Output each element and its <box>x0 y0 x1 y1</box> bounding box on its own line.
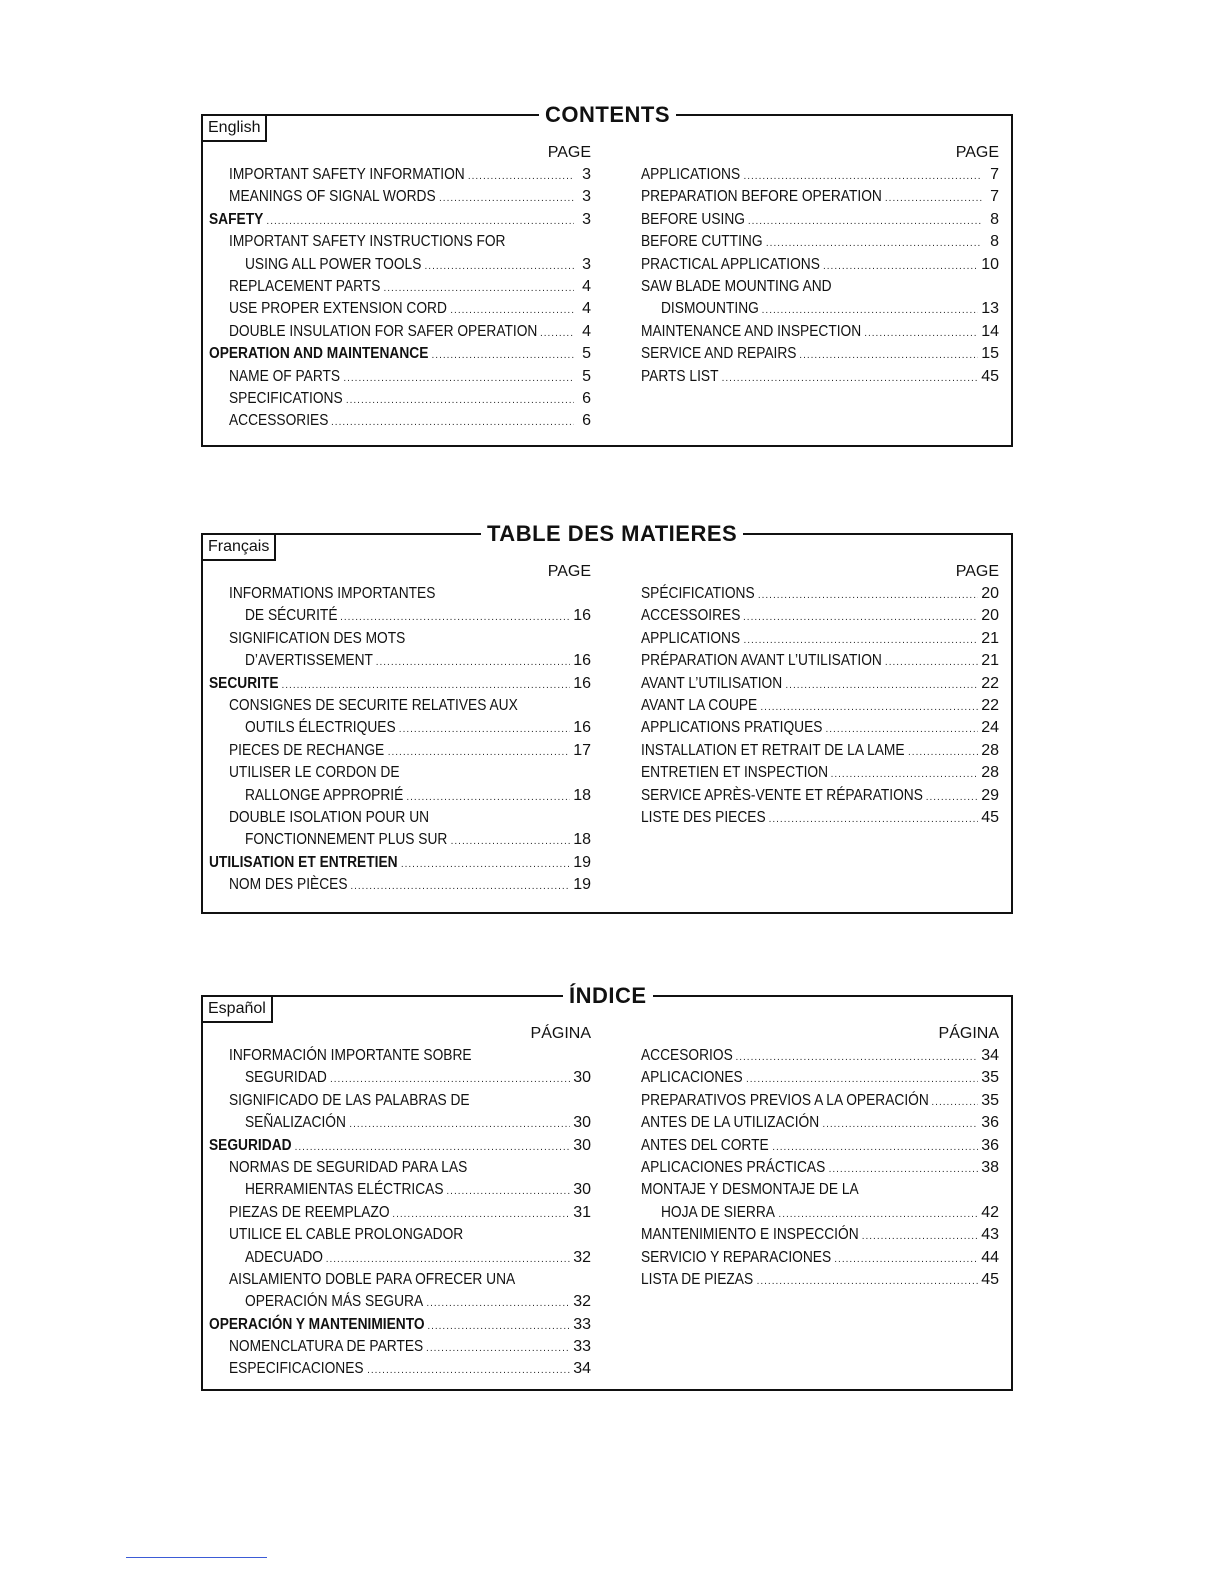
toc-entry <box>641 785 999 807</box>
toc-entry <box>209 1247 591 1269</box>
toc-entry <box>209 1067 591 1089</box>
toc-entry-page: 29 <box>981 786 999 804</box>
toc-column-left <box>209 142 591 433</box>
toc-entry-page: 35 <box>981 1069 999 1087</box>
toc-entry-page: 13 <box>981 300 999 318</box>
dot-leader <box>376 652 570 674</box>
toc-entry-page: 20 <box>981 607 999 625</box>
toc-entry <box>209 1135 591 1157</box>
toc-entry-page: 19 <box>573 876 591 894</box>
toc-entry-page: 32 <box>573 1293 591 1311</box>
toc-entry-page: 22 <box>981 696 999 714</box>
toc-entry-page: 10 <box>981 255 999 273</box>
dot-leader <box>864 323 978 345</box>
dot-leader <box>426 1338 570 1360</box>
toc-entry-label: APPLICATIONS <box>641 629 741 647</box>
toc-entry <box>641 1112 999 1134</box>
toc-entry <box>209 1157 591 1179</box>
toc-entry-page: 7 <box>990 188 999 206</box>
section-title: TABLE DES MATIERES <box>481 519 743 549</box>
toc-entry-label: PIEZAS DE REEMPLAZO <box>229 1203 390 1221</box>
toc-entry-page: 21 <box>981 629 999 647</box>
language-label: Français <box>201 533 276 561</box>
toc-entry-page: 38 <box>981 1158 999 1176</box>
toc-entry-label: SEGURIDAD <box>245 1069 327 1087</box>
toc-entry-label: NORMAS DE SEGURIDAD PARA LAS <box>229 1158 468 1176</box>
toc-entry-label: OPERACIÓN MÁS SEGURA <box>245 1293 424 1311</box>
dot-leader <box>743 630 978 652</box>
toc-entry-page: 24 <box>981 719 999 737</box>
toc-entry <box>641 1045 999 1067</box>
toc-entry-page: 4 <box>582 322 591 340</box>
toc-entry <box>641 740 999 762</box>
dot-leader <box>834 1249 978 1271</box>
toc-entry-page: 4 <box>582 300 591 318</box>
toc-entry <box>209 164 591 186</box>
toc-entry <box>209 717 591 739</box>
toc-entry-label: D’AVERTISSEMENT <box>245 652 373 670</box>
toc-entry <box>209 1090 591 1112</box>
dot-leader <box>388 742 571 764</box>
toc-entry-page: 16 <box>573 607 591 625</box>
toc-entry <box>641 717 999 739</box>
dot-leader <box>468 166 574 188</box>
toc-entry-label: APPLICATIONS <box>641 166 741 183</box>
dot-leader <box>392 1204 570 1226</box>
toc-entry-page: 33 <box>573 1315 591 1333</box>
dot-leader <box>427 1316 570 1338</box>
toc-entry <box>209 1336 591 1358</box>
toc-entry-page: 30 <box>573 1114 591 1132</box>
toc-entry-label: FONCTIONNEMENT PLUS SUR <box>245 831 448 849</box>
toc-entry <box>209 276 591 298</box>
toc-entry <box>641 1090 999 1112</box>
dot-leader <box>401 854 570 876</box>
toc-entry <box>209 785 591 807</box>
toc-entry-page: 32 <box>573 1248 591 1266</box>
toc-entry-label: SAW BLADE MOUNTING AND <box>641 277 832 295</box>
toc-entry <box>641 366 999 388</box>
toc-entry-label: AVANT LA COUPE <box>641 696 758 714</box>
toc-entry-page: 36 <box>981 1136 999 1154</box>
toc-entry <box>209 1045 591 1067</box>
toc-entry <box>641 605 999 627</box>
dot-leader <box>735 1047 978 1069</box>
toc-entry-page: 4 <box>582 277 591 295</box>
dot-leader <box>769 809 979 831</box>
toc-entry-label: MONTAJE Y DESMONTAJE DE LA <box>641 1181 859 1199</box>
toc-entry-label: SERVICIO Y REPARACIONES <box>641 1248 832 1266</box>
toc-entry-label: MANTENIMIENTO E INSPECCIÓN <box>641 1226 859 1244</box>
toc-entry <box>209 673 591 695</box>
dot-leader <box>772 1137 978 1159</box>
toc-entry-label: RALLONGE APPROPRIÉ <box>245 786 404 804</box>
toc-entry-page: 28 <box>981 741 999 759</box>
toc-entry-label: INSTALLATION ET RETRAIT DE LA LAME <box>641 741 905 759</box>
toc-entry-page: 34 <box>573 1360 591 1378</box>
toc-entry <box>209 254 591 276</box>
toc-entry <box>209 186 591 208</box>
dot-leader <box>758 585 978 607</box>
toc-entry-label: PIECES DE RECHANGE <box>229 741 385 759</box>
toc-entry-label: PARTS LIST <box>641 367 719 385</box>
toc-entry-label: REPLACEMENT PARTS <box>229 277 381 295</box>
toc-entry <box>641 254 999 276</box>
toc-entry-label: SEGURIDAD <box>209 1136 292 1154</box>
toc-entry <box>209 874 591 896</box>
toc-entry-page: 19 <box>573 853 591 871</box>
toc-entry-label: INFORMACIÓN IMPORTANTE SOBRE <box>229 1047 472 1064</box>
toc-entry-page: 22 <box>981 674 999 692</box>
dot-leader <box>766 233 982 255</box>
toc-entry <box>209 829 591 851</box>
toc-entry-page: 14 <box>981 322 999 340</box>
toc-entry-page: 36 <box>981 1114 999 1132</box>
toc-entry <box>209 410 591 432</box>
toc-entry-label: SPÉCIFICATIONS <box>641 585 755 602</box>
toc-entry-page: 18 <box>573 786 591 804</box>
dot-leader <box>450 300 574 322</box>
toc-entry-label: DOUBLE INSULATION FOR SAFER OPERATION <box>229 322 538 340</box>
toc-entry-label: SEÑALIZACIÓN <box>245 1114 346 1132</box>
toc-entry-page: 31 <box>573 1203 591 1221</box>
toc-entry <box>209 1202 591 1224</box>
toc-entry-label: LISTA DE PIEZAS <box>641 1270 754 1288</box>
toc-entry <box>641 1224 999 1246</box>
toc-entry-page: 6 <box>582 389 591 407</box>
dot-leader <box>748 211 982 233</box>
toc-entry-label: SIGNIFICATION DES MOTS <box>229 629 406 647</box>
toc-column-right <box>641 142 999 388</box>
toc-entry-page: 34 <box>981 1047 999 1064</box>
toc-entry-page: 16 <box>573 652 591 670</box>
toc-entry <box>641 1269 999 1291</box>
toc-entry-label: UTILISER LE CORDON DE <box>229 764 400 782</box>
toc-entry-label: PRACTICAL APPLICATIONS <box>641 255 820 273</box>
toc-entry-label: NOMENCLATURA DE PARTES <box>229 1338 424 1356</box>
dot-leader <box>826 719 979 741</box>
toc-entry-label: INFORMATIONS IMPORTANTES <box>229 585 436 602</box>
toc-entry <box>209 209 591 231</box>
toc-entry-label: BEFORE CUTTING <box>641 233 763 251</box>
toc-entry-page: 28 <box>981 764 999 782</box>
toc-entry-label: NOM DES PIÈCES <box>229 876 348 894</box>
dot-leader <box>778 1204 978 1226</box>
toc-entry-label: APPLICATIONS PRATIQUES <box>641 719 823 737</box>
page-column-header: PÁGINA <box>938 1025 999 1042</box>
toc-entry-label: HERRAMIENTAS ELÉCTRICAS <box>245 1181 444 1199</box>
dot-leader <box>350 876 570 898</box>
toc-column-left <box>209 1023 591 1381</box>
toc-entry <box>209 388 591 410</box>
toc-entry-page: 15 <box>981 345 999 363</box>
toc-entry <box>209 695 591 717</box>
dot-leader <box>446 1181 570 1203</box>
dot-leader <box>426 1293 570 1315</box>
toc-entry <box>641 673 999 695</box>
toc-entry <box>641 343 999 365</box>
toc-entry-page: 21 <box>981 652 999 670</box>
toc-entry-page: 8 <box>990 233 999 251</box>
dot-leader <box>823 256 978 278</box>
toc-entry-page: 7 <box>990 166 999 183</box>
toc-entry-label: MEANINGS OF SIGNAL WORDS <box>229 188 436 206</box>
dot-leader <box>822 1114 978 1136</box>
toc-entry-page: 30 <box>573 1136 591 1154</box>
page-column-header: PAGE <box>547 144 591 161</box>
toc-entry <box>209 321 591 343</box>
toc-entry <box>641 231 999 253</box>
dot-leader <box>829 1159 979 1181</box>
toc-column-right <box>641 1023 999 1291</box>
dot-leader <box>330 1069 570 1091</box>
toc-entry-page: 16 <box>573 674 591 692</box>
dot-leader <box>743 607 978 629</box>
toc-entry-label: ANTES DE LA UTILIZACIÓN <box>641 1114 820 1132</box>
toc-entry <box>641 628 999 650</box>
toc-entry <box>209 605 591 627</box>
toc-entry-label: DISMOUNTING <box>661 300 759 318</box>
toc-entry-page: 20 <box>981 585 999 602</box>
toc-entry <box>641 276 999 298</box>
toc-entry-label: UTILISATION ET ENTRETIEN <box>209 853 398 871</box>
toc-entry-label: AISLAMIENTO DOBLE PARA OFRECER UNA <box>229 1270 516 1288</box>
toc-entry-label: AVANT L’UTILISATION <box>641 674 783 692</box>
toc-entry-page: 45 <box>981 367 999 385</box>
toc-entry <box>641 1179 999 1201</box>
toc-entry-label: HOJA DE SIERRA <box>661 1203 775 1221</box>
toc-entry-page: 5 <box>582 367 591 385</box>
toc-entry <box>209 583 591 605</box>
dot-leader <box>331 412 574 434</box>
dot-leader <box>425 256 574 278</box>
dot-leader <box>282 675 571 697</box>
toc-entry <box>641 164 999 186</box>
toc-entry-label: ACCESSORIES <box>229 412 329 430</box>
dot-leader <box>367 1360 570 1382</box>
toc-entry <box>641 650 999 672</box>
toc-entry-label: ANTES DEL CORTE <box>641 1136 769 1154</box>
toc-entry-page: 30 <box>573 1069 591 1087</box>
toc-box-french <box>201 521 1013 914</box>
dot-leader <box>831 764 979 786</box>
toc-entry <box>641 298 999 320</box>
toc-entry <box>209 1112 591 1134</box>
toc-box-english <box>201 102 1013 447</box>
toc-entry-label: SPECIFICATIONS <box>229 389 343 407</box>
toc-entry <box>641 321 999 343</box>
page-column-header: PAGE <box>955 563 999 580</box>
toc-entry-page: 18 <box>573 831 591 849</box>
toc-entry-label: CONSIGNES DE SECURITE RELATIVES AUX <box>229 696 518 714</box>
dot-leader <box>432 345 574 367</box>
dot-leader <box>326 1249 571 1271</box>
toc-entry-page: 17 <box>573 741 591 759</box>
toc-entry-label: USING ALL POWER TOOLS <box>245 255 422 273</box>
toc-entry-label: IMPORTANT SAFETY INFORMATION <box>229 166 465 183</box>
toc-entry-label: OPERATION AND MAINTENANCE <box>209 345 429 363</box>
toc-entry-label: APLICACIONES <box>641 1069 743 1087</box>
section-title: CONTENTS <box>539 100 676 130</box>
toc-entry-page: 3 <box>582 188 591 206</box>
dot-leader <box>439 188 574 210</box>
toc-entry <box>209 650 591 672</box>
toc-entry <box>209 852 591 874</box>
toc-entry <box>641 807 999 829</box>
toc-entry <box>209 1269 591 1291</box>
toc-entry-label: OPERACIÓN Y MANTENIMIENTO <box>209 1315 425 1333</box>
toc-entry-label: ENTRETIEN ET INSPECTION <box>641 764 829 782</box>
dot-leader <box>266 211 574 233</box>
toc-entry-page: 8 <box>990 210 999 228</box>
toc-entry-page: 3 <box>582 255 591 273</box>
toc-entry-label: ACCESORIOS <box>641 1047 733 1064</box>
toc-entry <box>209 231 591 253</box>
toc-entry <box>209 1291 591 1313</box>
toc-entry-label: BEFORE USING <box>641 210 745 228</box>
toc-entry <box>209 628 591 650</box>
toc-entry <box>209 762 591 784</box>
toc-box-spanish <box>201 983 1013 1391</box>
dot-leader <box>757 1271 979 1293</box>
toc-entry <box>641 1202 999 1224</box>
toc-entry-page: 45 <box>981 1270 999 1288</box>
toc-entry-label: DOUBLE ISOLATION POUR UN <box>229 808 430 826</box>
toc-entry-page: 45 <box>981 808 999 826</box>
toc-column-right <box>641 561 999 829</box>
toc-entry-page: 30 <box>573 1181 591 1199</box>
toc-entry-label: PREPARATIVOS PREVIOS A LA OPERACIÓN <box>641 1091 929 1109</box>
toc-entry-label: OUTILS ÉLECTRIQUES <box>245 719 396 737</box>
toc-entry-label: SERVICE AND REPAIRS <box>641 345 797 363</box>
toc-entry-label: USE PROPER EXTENSION CORD <box>229 300 447 318</box>
toc-entry <box>641 1135 999 1157</box>
toc-entry-page: 6 <box>582 412 591 430</box>
dot-leader <box>722 368 979 390</box>
dot-leader <box>406 787 570 809</box>
language-label: Español <box>201 995 273 1023</box>
dot-leader <box>799 345 978 367</box>
dot-leader <box>926 787 979 809</box>
dot-leader <box>760 697 978 719</box>
toc-entry-label: IMPORTANT SAFETY INSTRUCTIONS FOR <box>229 233 506 251</box>
dot-leader <box>862 1226 979 1248</box>
toc-entry <box>641 186 999 208</box>
toc-entry <box>641 1067 999 1089</box>
toc-entry-page: 44 <box>981 1248 999 1266</box>
dot-leader <box>399 719 570 741</box>
toc-entry-page: 42 <box>981 1203 999 1221</box>
toc-entry <box>641 209 999 231</box>
toc-entry-label: DE SÉCURITÉ <box>245 607 338 625</box>
toc-entry-label: LISTE DES PIECES <box>641 808 766 826</box>
dot-leader <box>295 1137 571 1159</box>
toc-entry <box>209 740 591 762</box>
language-label: English <box>201 114 267 142</box>
dot-leader <box>885 652 978 674</box>
toc-entry <box>209 343 591 365</box>
toc-entry <box>641 762 999 784</box>
toc-entry-page: 43 <box>981 1226 999 1244</box>
toc-entry <box>641 695 999 717</box>
dot-leader <box>383 278 574 300</box>
toc-entry <box>209 298 591 320</box>
toc-entry <box>209 1358 591 1380</box>
dot-leader <box>885 188 982 210</box>
dot-leader <box>346 390 574 412</box>
toc-column-left <box>209 561 591 896</box>
page-column-header: PAGE <box>547 563 591 580</box>
dot-leader <box>540 323 574 345</box>
dot-leader <box>785 675 978 697</box>
toc-entry <box>641 1247 999 1269</box>
page-column-header: PAGE <box>955 144 999 161</box>
toc-entry-label: SECURITE <box>209 674 279 692</box>
toc-entry-label: PREPARATION BEFORE OPERATION <box>641 188 882 206</box>
toc-entry <box>209 1314 591 1336</box>
toc-entry-label: SAFETY <box>209 210 264 228</box>
dot-leader <box>908 742 978 764</box>
toc-entry-page: 35 <box>981 1091 999 1109</box>
toc-entry-label: PRÉPARATION AVANT L’UTILISATION <box>641 652 882 670</box>
toc-entry-label: APLICACIONES PRÁCTICAS <box>641 1158 826 1176</box>
toc-entry-page: 33 <box>573 1338 591 1356</box>
section-title: ÍNDICE <box>563 981 653 1011</box>
toc-entry-label: ACCESSOIRES <box>641 607 741 625</box>
toc-entry-label: MAINTENANCE AND INSPECTION <box>641 322 862 340</box>
toc-entry <box>641 583 999 605</box>
toc-entry-page: 3 <box>582 210 591 228</box>
dot-leader <box>762 300 979 322</box>
dot-leader <box>746 1069 978 1091</box>
toc-entry <box>641 1157 999 1179</box>
dot-leader <box>349 1114 570 1136</box>
toc-entry <box>209 807 591 829</box>
dot-leader <box>340 607 570 629</box>
dot-leader <box>931 1092 978 1114</box>
toc-entry-label: SERVICE APRÈS-VENTE ET RÉPARATIONS <box>641 786 923 804</box>
toc-entry <box>209 366 591 388</box>
toc-entry <box>209 1224 591 1246</box>
toc-entry-label: UTILICE EL CABLE PROLONGADOR <box>229 1226 464 1244</box>
toc-entry-label: ADECUADO <box>245 1248 323 1266</box>
footer-rule <box>126 1557 267 1558</box>
toc-entry-page: 16 <box>573 719 591 737</box>
dot-leader <box>451 831 571 853</box>
toc-entry-label: SIGNIFICADO DE LAS PALABRAS DE <box>229 1091 470 1109</box>
toc-entry-page: 3 <box>582 166 591 183</box>
dot-leader <box>743 166 982 188</box>
toc-entry-label: NAME OF PARTS <box>229 367 341 385</box>
toc-entry-page: 5 <box>582 345 591 363</box>
toc-entry-label: ESPECIFICACIONES <box>229 1360 364 1378</box>
toc-entry <box>209 1179 591 1201</box>
dot-leader <box>343 368 574 390</box>
page-column-header: PÁGINA <box>530 1025 591 1042</box>
